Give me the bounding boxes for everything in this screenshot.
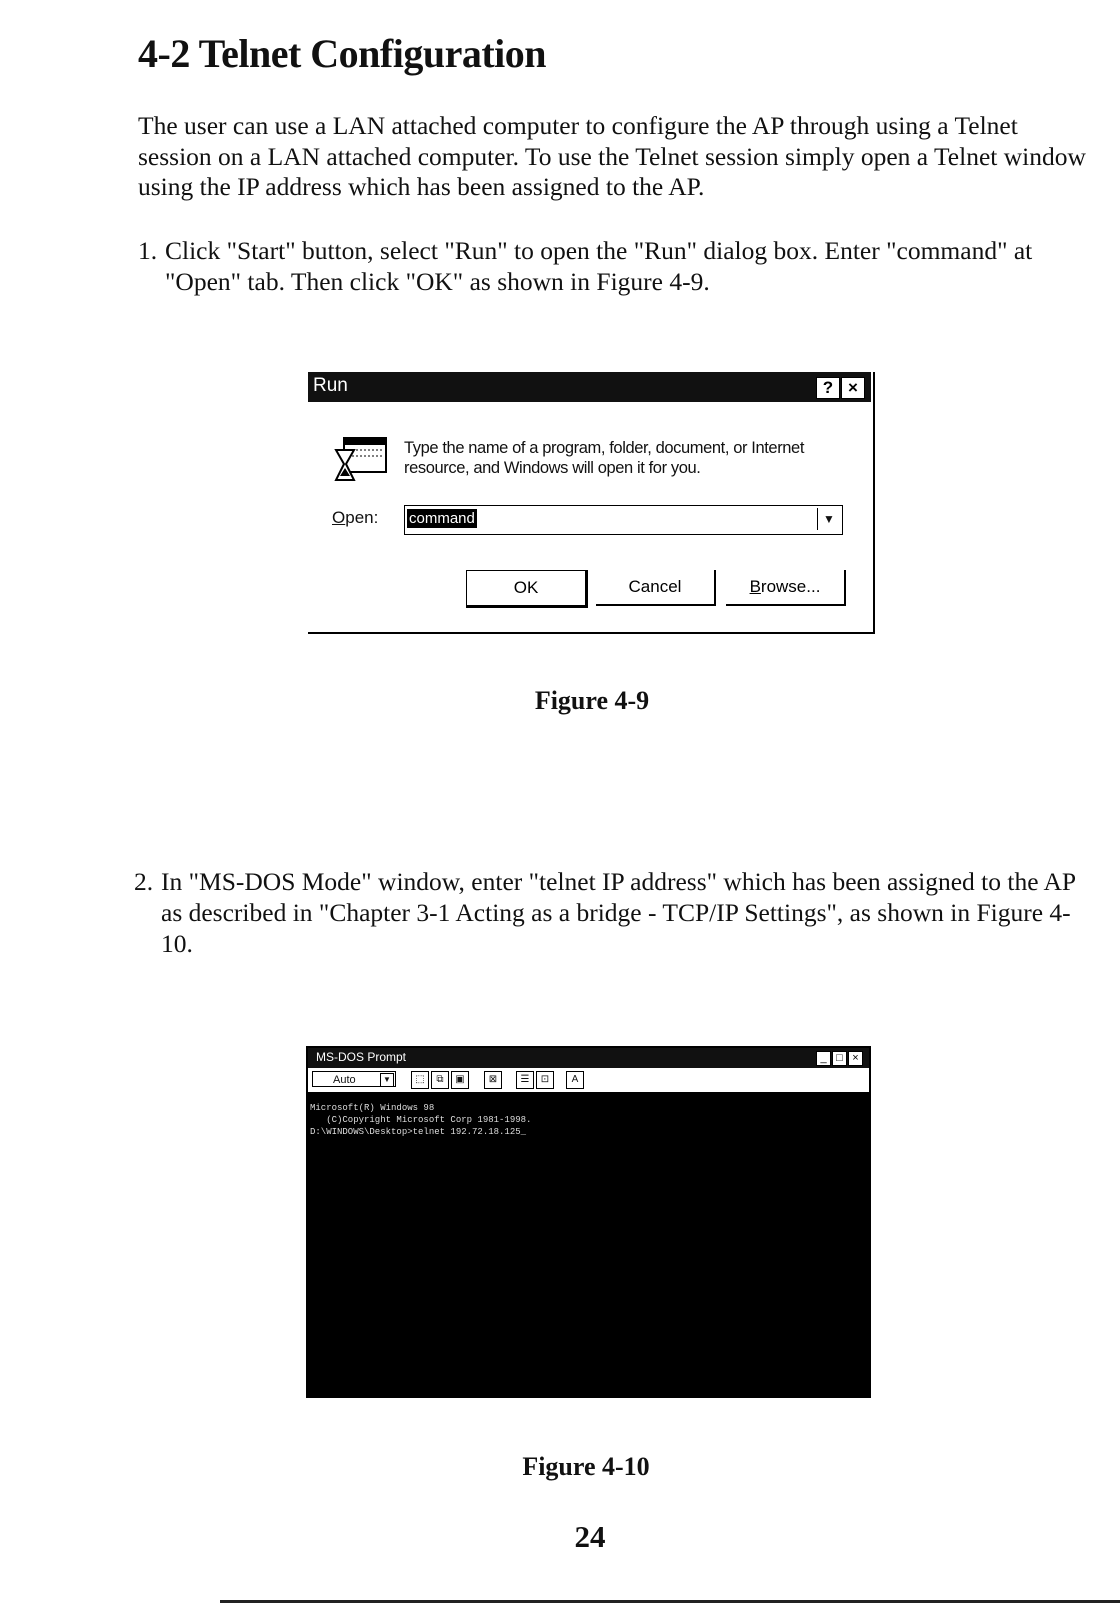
console-line: D:\WINDOWS\Desktop>telnet 192.72.18.125_ (310, 1127, 527, 1137)
figure-4-10-caption: Figure 4-10 (522, 1452, 650, 1481)
dos-titlebar (308, 1048, 869, 1068)
dropdown-arrow-icon[interactable]: ▼ (380, 1073, 394, 1087)
open-value[interactable]: command (409, 510, 475, 527)
properties-icon[interactable]: ☰ (516, 1071, 534, 1089)
ok-button[interactable]: OK (466, 570, 588, 608)
dos-title: MS-DOS Prompt (316, 1050, 407, 1064)
step-2-number: 2. (134, 867, 154, 896)
cancel-button[interactable]: Cancel (596, 570, 716, 606)
mark-icon[interactable]: ⬚ (411, 1071, 429, 1089)
close-icon[interactable]: × (848, 1051, 863, 1066)
help-icon[interactable]: ? (816, 377, 840, 399)
intro-paragraph: The user can use a LAN attached computer to configure the AP through using a Telnet session on a LAN attached computer. To use the Telnet session simply open a Telnet window using the IP address which has been assigned to the AP. (138, 111, 1086, 201)
close-icon[interactable]: × (841, 377, 865, 399)
step-2 (134, 866, 1084, 959)
font-size-value: Auto (333, 1074, 356, 1086)
step-1 (138, 235, 1088, 297)
background-icon[interactable]: ⊡ (536, 1071, 554, 1089)
dos-toolbar (308, 1068, 869, 1092)
step-1-text: Click "Start" button, select "Run" to open the "Run" dialog box. Enter "command" at "Open" tab. Then click "OK" as shown in Figure 4-9. (165, 236, 1033, 296)
dos-console[interactable] (308, 1092, 869, 1396)
copy-icon[interactable]: ⧉ (431, 1071, 449, 1089)
step-2-text: In "MS-DOS Mode" window, enter "telnet IP address" which has been assigned to the AP as described in "Chapter 3-1 Acting as a bridge - TCP/IP Settings", as shown in Figure 4-10. (161, 867, 1076, 958)
page-number: 24 (574, 1519, 606, 1554)
msdos-window (306, 1046, 871, 1398)
run-title: Run (313, 375, 348, 396)
console-line: (C)Copyright Microsoft Corp 1981-1998. (310, 1115, 532, 1125)
font-size-select[interactable] (312, 1071, 396, 1087)
step-1-number: 1. (138, 236, 158, 265)
paste-icon[interactable]: ▣ (451, 1071, 469, 1089)
bottom-rule (220, 1600, 1120, 1603)
program-hourglass-icon (332, 436, 388, 488)
open-label: Open: (332, 508, 379, 527)
run-dialog (308, 372, 875, 634)
page-title: 4-2 Telnet Configuration (138, 31, 547, 76)
font-icon[interactable]: A (566, 1071, 584, 1089)
maximize-icon[interactable]: □ (832, 1051, 847, 1066)
console-line: Microsoft(R) Windows 98 (310, 1103, 435, 1113)
chevron-down-icon[interactable]: ▼ (817, 508, 840, 530)
open-combobox[interactable] (404, 505, 843, 535)
minimize-icon[interactable]: _ (816, 1051, 831, 1066)
fullscreen-icon[interactable]: ⊠ (484, 1071, 502, 1089)
run-titlebar (308, 372, 871, 402)
figure-4-9-caption: Figure 4-9 (534, 686, 650, 715)
browse-button[interactable]: Browse... (726, 570, 846, 606)
run-description: Type the name of a program, folder, document, or Internet resource, and Windows will open it for you. (404, 439, 805, 477)
